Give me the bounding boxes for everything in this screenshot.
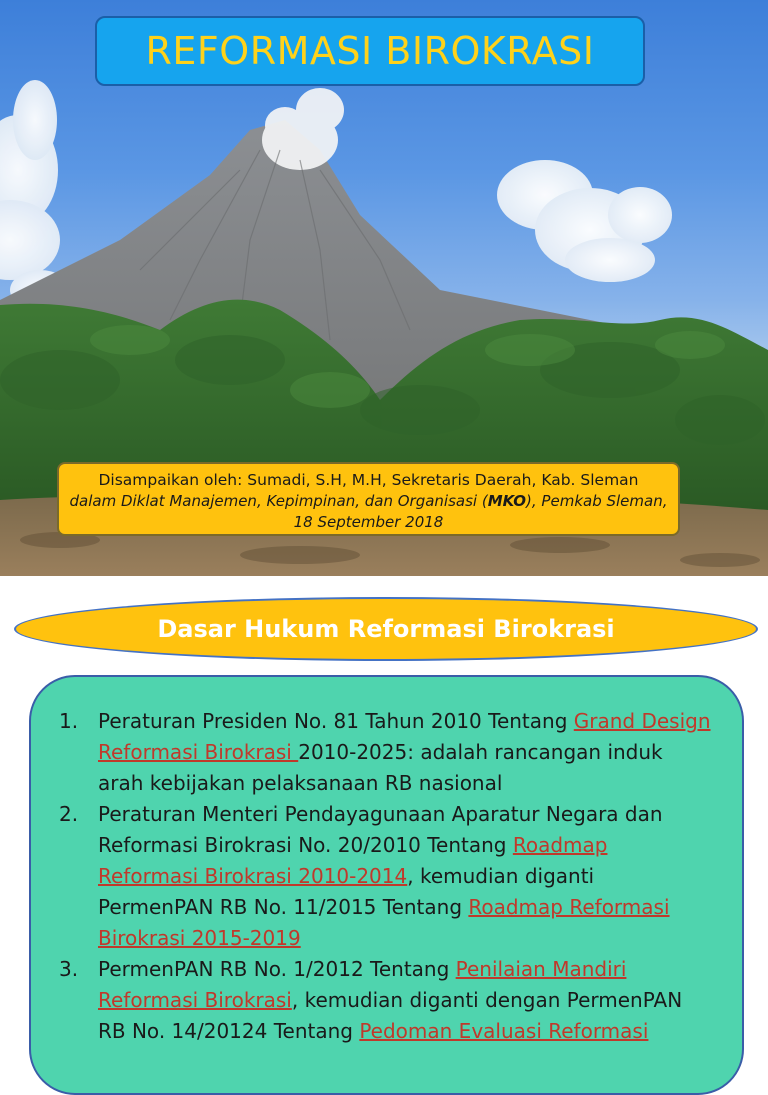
event-line (59, 491, 678, 533)
hyperlink[interactable]: Roadmap Reformasi Birokrasi 2010-2014 (98, 833, 608, 888)
list-item (53, 954, 712, 1047)
event-line-pre: dalam Diklat Manajemen, Kepimpinan, dan Organisasi ( (69, 492, 488, 510)
cloud-right (497, 160, 672, 282)
slide-title: REFORMASI BIROKRASI (145, 29, 595, 73)
event-line-bold: MKO (487, 492, 527, 510)
hyperlink[interactable]: Grand Design Reformasi Birokrasi (98, 709, 711, 764)
list-text (98, 799, 712, 954)
presenter-info-box (57, 462, 680, 536)
event-line-post: ), Pemkab Sleman, 18 September 2018 (293, 492, 668, 531)
list-number: 2. (59, 802, 79, 826)
list-item (53, 799, 712, 954)
hyperlink[interactable]: Pedoman Evaluasi Reformasi (359, 1019, 649, 1043)
title-box (95, 16, 645, 86)
text-segment: 2010-2025: adalah rancangan induk arah kebijakan pelaksanaan RB nasional (98, 740, 663, 795)
legal-basis-title: Dasar Hukum Reformasi Birokrasi (157, 615, 615, 643)
text-segment: Peraturan Presiden No. 81 Tahun 2010 Tentang (98, 709, 574, 733)
text-segment: , kemudian diganti dengan PermenPAN RB No. 14/20124 Tentang (98, 988, 683, 1043)
list-number: 1. (59, 709, 79, 733)
text-segment: , kemudian diganti PermenPAN RB No. 11/2015 Tentang (98, 864, 595, 919)
hyperlink[interactable]: Roadmap Reformasi Birokrasi 2015-2019 (98, 895, 670, 950)
legal-basis-header (14, 597, 758, 661)
text-segment: PermenPAN RB No. 1/2012 Tentang (98, 957, 456, 981)
hyperlink[interactable]: Penilaian Mandiri Reformasi Birokrasi (98, 957, 627, 1012)
list-text (98, 706, 712, 799)
presenter-line: Disampaikan oleh: Sumadi, S.H, M.H, Sekretaris Daerah, Kab. Sleman (98, 471, 639, 489)
text-segment: Peraturan Menteri Pendayagunaan Aparatur Negara dan Reformasi Birokrasi No. 20/2010 Tentang (98, 802, 663, 857)
legal-basis-content (29, 675, 744, 1095)
list-text (98, 954, 712, 1047)
law-list (53, 706, 712, 1047)
list-number: 3. (59, 957, 79, 981)
list-item (53, 706, 712, 799)
